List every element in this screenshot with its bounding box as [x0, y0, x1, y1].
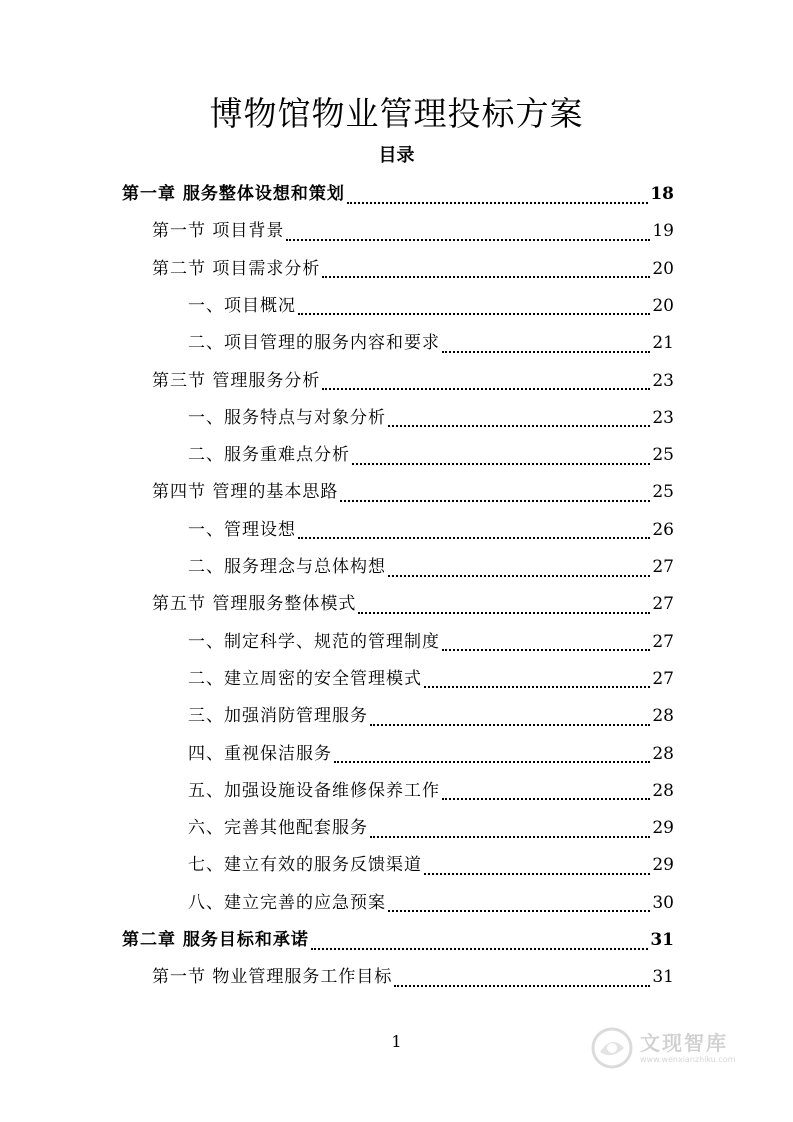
toc-dot-leader	[352, 463, 650, 465]
watermark-name: 文现智库	[640, 1031, 728, 1055]
toc-dot-leader	[388, 910, 650, 912]
toc-entry-page: 27	[652, 594, 674, 615]
toc-entry[interactable]	[188, 773, 674, 810]
toc-dot-leader	[370, 724, 650, 726]
toc-dot-leader	[388, 425, 650, 427]
toc-entry-page: 23	[652, 370, 674, 391]
toc-dot-leader	[334, 761, 650, 763]
toc-heading: 目录	[378, 145, 415, 166]
toc-entry-page: 27	[652, 557, 674, 577]
toc-entry-page: 29	[652, 855, 674, 876]
toc-entry[interactable]	[152, 959, 674, 996]
toc-entry-page: 26	[652, 519, 674, 540]
toc-entry[interactable]	[188, 810, 674, 847]
toc-entry[interactable]	[122, 922, 674, 959]
toc-entry[interactable]	[188, 736, 674, 773]
toc-dot-leader	[322, 276, 650, 278]
toc-entry-label: 一、项目概况	[188, 295, 296, 316]
toc-entry-page: 25	[652, 445, 674, 466]
toc-entry[interactable]	[122, 176, 674, 213]
toc-dot-leader	[424, 686, 650, 688]
toc-entry[interactable]	[188, 624, 674, 661]
toc-entry[interactable]	[152, 213, 674, 250]
toc-entry-page: 30	[652, 892, 674, 913]
page-number: 1	[391, 1032, 402, 1051]
toc-entry[interactable]	[152, 586, 674, 623]
toc-entry-label: 第五节 管理服务整体模式	[152, 594, 357, 615]
toc-entry-page: 31	[650, 930, 674, 950]
toc-entry-label: 一、管理设想	[188, 519, 296, 540]
toc-dot-leader	[442, 351, 650, 353]
toc-dot-leader	[340, 500, 650, 502]
toc-dot-leader	[298, 537, 650, 539]
toc-entry-page: 28	[652, 743, 674, 764]
watermark-url: www.wenxianzhiku.com	[640, 1055, 736, 1064]
toc-entry-label: 八、建立完善的应急预案	[188, 892, 386, 913]
toc-entry-label: 六、完善其他配套服务	[188, 818, 368, 839]
toc-entry-label: 三、加强消防管理服务	[188, 706, 368, 727]
toc-entry-page: 28	[652, 780, 674, 801]
toc-entry[interactable]	[188, 549, 674, 586]
toc-entry-label: 一、服务特点与对象分析	[188, 407, 386, 428]
toc-entry-label: 七、建立有效的服务反馈渠道	[188, 855, 422, 876]
toc-entry-page: 28	[652, 706, 674, 727]
toc-dot-leader	[311, 948, 648, 950]
toc-entry[interactable]	[188, 437, 674, 474]
document-title: 博物馆物业管理投标方案	[209, 94, 584, 133]
toc-entry[interactable]	[188, 885, 674, 922]
toc-entry[interactable]	[188, 698, 674, 735]
toc-entry-label: 第三节 管理服务分析	[152, 370, 321, 391]
toc-dot-leader	[286, 239, 650, 241]
toc-dot-leader	[394, 985, 650, 987]
toc-entry[interactable]	[188, 288, 674, 325]
toc-dot-leader	[424, 873, 650, 875]
toc-entry-page: 25	[652, 482, 674, 503]
toc-entry[interactable]	[188, 325, 674, 362]
toc-entry[interactable]	[152, 251, 674, 288]
toc-entry[interactable]	[188, 400, 674, 437]
toc-entry[interactable]	[152, 363, 674, 400]
toc-entry-label: 第二节 项目需求分析	[152, 258, 321, 279]
toc-entry-label: 二、建立周密的安全管理模式	[188, 668, 422, 689]
toc-entry-label: 二、服务理念与总体构想	[188, 557, 386, 577]
toc-entry-label: 一、制定科学、规范的管理制度	[188, 631, 440, 652]
toc-entry[interactable]	[152, 474, 674, 511]
toc-entry[interactable]	[188, 512, 674, 549]
toc-entry-page: 31	[652, 967, 674, 988]
toc-entry-label: 第四节 管理的基本思路	[152, 482, 339, 503]
watermark-logo-icon	[590, 1026, 634, 1070]
toc-dot-leader	[370, 836, 650, 838]
toc-dot-leader	[322, 388, 650, 390]
toc-entry-page: 21	[652, 333, 674, 354]
toc-entry-label: 四、重视保洁服务	[188, 743, 332, 764]
toc-entry-label: 第一章 服务整体设想和策划	[122, 184, 345, 204]
toc-dot-leader	[442, 798, 650, 800]
toc-entry-label: 第二章 服务目标和承诺	[122, 930, 309, 950]
toc-dot-leader	[347, 202, 648, 204]
toc-entry-page: 29	[652, 818, 674, 839]
toc-entry-page: 20	[652, 258, 674, 279]
toc-entry-page: 19	[652, 221, 674, 242]
toc-entry-page: 27	[652, 668, 674, 689]
toc-entry-label: 二、项目管理的服务内容和要求	[188, 333, 440, 354]
toc-entry[interactable]	[188, 847, 674, 884]
toc-entry[interactable]	[188, 661, 674, 698]
toc-entry-page: 23	[652, 407, 674, 428]
toc-dot-leader	[388, 575, 650, 577]
watermark	[590, 1020, 750, 1076]
toc-dot-leader	[358, 612, 650, 614]
toc-entry-label: 第一节 物业管理服务工作目标	[152, 967, 393, 988]
toc-entry-page: 20	[652, 295, 674, 316]
toc-entry-label: 第一节 项目背景	[152, 221, 285, 242]
toc-dot-leader	[298, 313, 650, 315]
toc-entry-page: 18	[650, 184, 674, 204]
toc-entry-label: 五、加强设施设备维修保养工作	[188, 780, 440, 801]
toc-entry-page: 27	[652, 631, 674, 652]
toc-dot-leader	[442, 649, 650, 651]
toc-entry-label: 二、服务重难点分析	[188, 445, 350, 466]
